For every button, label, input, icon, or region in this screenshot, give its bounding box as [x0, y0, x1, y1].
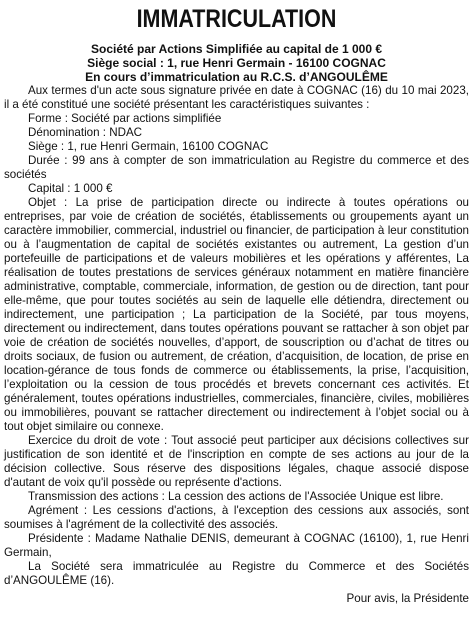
notice-title: IMMATRICULATION	[136, 5, 337, 33]
approval-paragraph: Agrément : Les cessions d'actions, à l'exception des cessions aux associés, sont soumises à l'agrément de la collectivité des associés.	[4, 504, 469, 531]
share-transfer-paragraph: Transmission des actions : La cession des actions de l'Associée Unique est libre.	[28, 490, 444, 503]
duration-paragraph: Durée : 99 ans à compter de son immatriculation au Registre du commerce et des sociétés	[4, 154, 469, 181]
president-paragraph: Présidente : Madame Nathalie DENIS, demeurant à COGNAC (16100), 1, rue Henri Germain,	[4, 532, 469, 559]
signature: Pour avis, la Présidente	[346, 592, 469, 605]
voting-rights-paragraph: Exercice du droit de vote : Tout associé peut participer aux décisions collectives sur justification de son identité et de l'inscription en compte de ses actions au jour de la décision collective. Sous réserve des dispositions légales, chaque associé dispose d'autant de voix qu'il possède ou représente d'actions.	[4, 434, 469, 489]
capital-paragraph: Capital : 1 000 €	[28, 182, 113, 195]
purpose-paragraph: Objet : La prise de participation directe ou indirecte à toutes opérations ou entreprises, par voie de création de sociétés, établissements ou groupements ayant un caractère immobilier, commercial, industriel ou financier, de participation à leur constitution ou à l’augmentation de capital de sociétés existantes ou autrement, La gestion d’un portefeuille de participations et de valeurs mobilières et les opérations y afférentes, La réalisation de toutes prestations de services généraux notamment en matière financière administrative, comptable, commerciale, information, de gestion ou de direction, tant pour elle-même, que pour toutes sociétés au sein de laquelle elle détiendra, directement ou indirectement, une participation ; La participation de la Société, par tous moyens, directement ou indirectement, dans toutes opérations pouvant se rattacher à son objet par voie de création de sociétés nouvelles, d’apport, de souscription ou d’achat de titres ou droits sociaux, de fusion ou autrement, de création, d’acquisition, de location, de prise en location-gérance de tous fonds de commerce ou établissements, la prise, l’acquisition, l’exploitation ou la cession de tous procédés et brevets concernant ces activités. Et généralement, toutes opérations industrielles, commerciales, financière, civiles, mobilières ou immobilières, pouvant se rattacher directement ou indirectement à l’objet social ou à tout objet similaire ou connexe.	[4, 196, 469, 433]
registration-paragraph: La Société sera immatriculée au Registre du Commerce et des Sociétés d’ANGOULÊME (16).	[4, 560, 469, 587]
registered-office-line: Siège social : 1, rue Henri Germain - 16100 COGNAC	[87, 56, 386, 70]
office-paragraph: Siège : 1, rue Henri Germain, 16100 COGNAC	[28, 140, 269, 153]
intro-paragraph: Aux termes d'un acte sous signature privée en date à COGNAC (16) du 10 mai 2023, il a été constitué une société présentant les caractéristiques suivantes :	[4, 84, 469, 111]
name-paragraph: Dénomination : NDAC	[28, 126, 143, 139]
form-paragraph: Forme : Société par actions simplifiée	[28, 112, 222, 125]
registration-status-line: En cours d’immatriculation au R.C.S. d’ANGOULÊME	[85, 70, 388, 84]
company-capital-line: Société par Actions Simplifiée au capital de 1 000 €	[91, 42, 382, 56]
